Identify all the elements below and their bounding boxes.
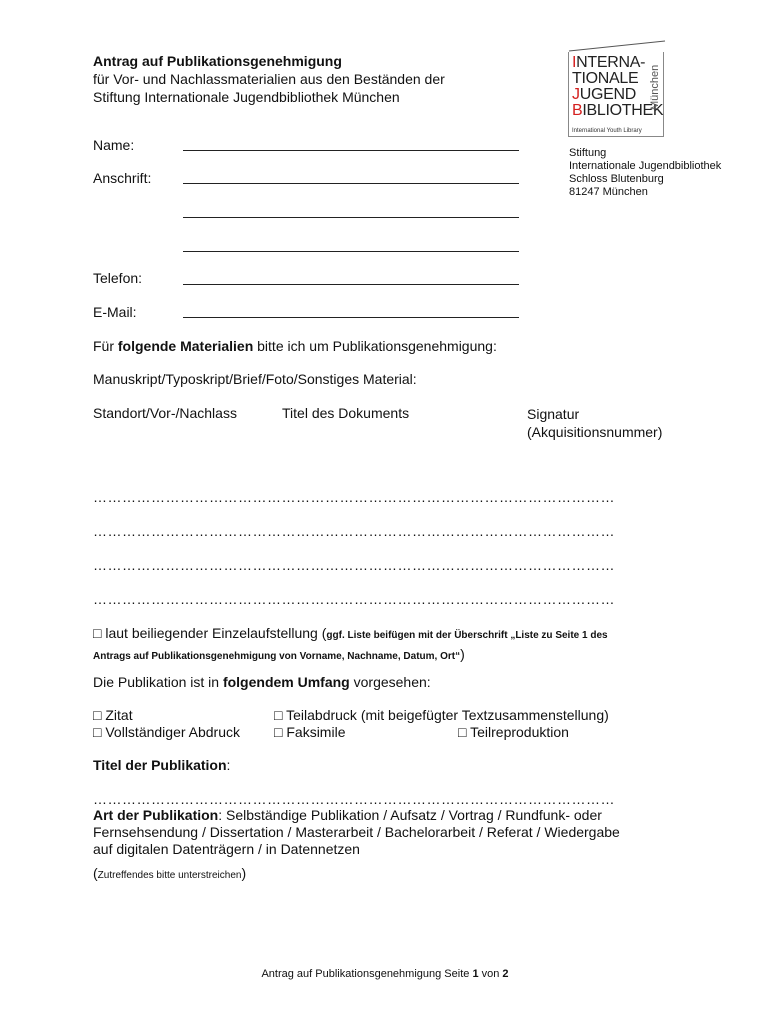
- title-block: [93, 52, 445, 106]
- address-field-line-3[interactable]: [183, 251, 519, 252]
- logo-wordmark: INTERNA- TIONALE JUGEND BIBLIOTHEK: [572, 54, 664, 119]
- name-field[interactable]: [183, 150, 519, 151]
- facsimile-checkbox[interactable]: □: [274, 724, 283, 740]
- publication-title-label: Titel der Publikation:: [93, 757, 231, 773]
- option-reproduction[interactable]: □ Teilreproduktion: [458, 724, 569, 740]
- option-facsimile[interactable]: □ Faksimile: [274, 724, 346, 740]
- library-logo: [563, 38, 673, 142]
- logo-city: München: [649, 64, 661, 110]
- address-label: Anschrift:: [93, 170, 152, 186]
- material-entry-line-2[interactable]: ………………………………………………………………………………………………: [93, 523, 615, 539]
- column-location: Standort/Vor-/Nachlass: [93, 405, 237, 421]
- quote-checkbox[interactable]: □: [93, 707, 102, 723]
- institution-address: Stiftung Internationale Jugendbibliothek Schloss Blutenburg 81247 München: [569, 147, 722, 198]
- publication-type-note: (Zutreffendes bitte unterstreichen): [93, 865, 247, 881]
- page-subtitle-line-1: für Vor- und Nachlassmaterialien aus den Beständen der: [93, 71, 445, 87]
- column-title: Titel des Dokuments: [282, 405, 410, 421]
- option-full[interactable]: □ Vollständiger Abdruck: [93, 724, 240, 740]
- option-quote[interactable]: □ Zitat: [93, 707, 133, 723]
- logo-subtitle: International Youth Library: [572, 128, 642, 134]
- attachment-note-2: Antrags auf Publikationsgenehmigung von Vorname, Nachname, Datum, Ort“: [93, 651, 461, 662]
- publication-title-line[interactable]: ………………………………………………………………………………………………: [93, 791, 615, 807]
- logo-swoosh-icon: [567, 40, 667, 52]
- column-signature: Signatur (Akquisitionsnummer): [527, 406, 663, 440]
- reproduction-checkbox[interactable]: □: [458, 724, 467, 740]
- page-subtitle-line-2: Stiftung Internationale Jugendbibliothek München: [93, 89, 400, 105]
- attachment-note-1: ggf. Liste beifügen mit der Überschrift „Liste zu Seite 1 des: [326, 630, 608, 641]
- material-types: Manuskript/Typoskript/Brief/Foto/Sonstiges Material:: [93, 371, 417, 387]
- page-title: Antrag auf Publikationsgenehmigung: [93, 53, 342, 69]
- material-entry-line-3[interactable]: ………………………………………………………………………………………………: [93, 557, 615, 573]
- phone-label: Telefon:: [93, 270, 143, 286]
- address-field-line-1[interactable]: [183, 183, 519, 184]
- attachment-label: laut beiliegender Einzelaufstellung: [105, 625, 318, 641]
- material-entry-line-1[interactable]: ………………………………………………………………………………………………: [93, 489, 615, 505]
- name-label: Name:: [93, 137, 135, 153]
- email-label: E-Mail:: [93, 304, 137, 320]
- full-checkbox[interactable]: □: [93, 724, 102, 740]
- partial-checkbox[interactable]: □: [274, 707, 283, 723]
- attachment-checkbox[interactable]: □: [93, 625, 102, 641]
- page-footer: Antrag auf Publikationsgenehmigung Seite 1 von 2: [261, 968, 509, 980]
- email-field[interactable]: [183, 317, 519, 318]
- attachment-option: □ laut beiliegender Einzelaufstellung (ggf. Liste beifügen mit der Überschrift „Liste zu Seite 1 des Antrags auf Publikationsgenehmigung von Vorname, Nachname, Datum, Ort“): [93, 625, 608, 662]
- phone-field[interactable]: [183, 284, 519, 285]
- logo-box: [568, 52, 664, 137]
- scope-intro: Die Publikation ist in folgendem Umfang vorgesehen:: [93, 674, 431, 690]
- publication-type: Art der Publikation: Selbständige Publikation / Aufsatz / Vortrag / Rundfunk- oder Fernsehsendung / Dissertation / Masterarbeit / Bachelorarbeit / Referat / Wiedergabe auf digitalen Datenträgern / in Datennetzen: [93, 807, 620, 857]
- materials-intro: Für folgende Materialien bitte ich um Publikationsgenehmigung:: [93, 338, 497, 354]
- material-entry-line-4[interactable]: ………………………………………………………………………………………………: [93, 591, 615, 607]
- option-partial[interactable]: □ Teilabdruck (mit beigefügter Textzusammenstellung): [274, 707, 609, 723]
- address-field-line-2[interactable]: [183, 217, 519, 218]
